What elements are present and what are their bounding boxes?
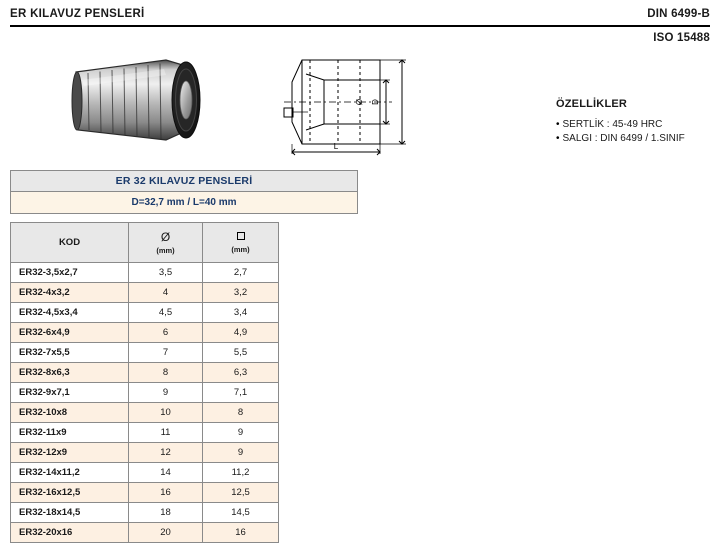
cell-square: 6,3 [203,363,279,383]
diameter-icon: Ø [160,229,171,244]
table-row [11,303,279,323]
standard-din: DIN 6499-B [647,8,710,20]
spec-item-hardness [556,119,716,130]
table-row [11,283,279,303]
table-row [11,323,279,343]
column-header-diameter [129,223,203,263]
table-head [11,223,279,263]
dim-outer-diameter-label: D [371,99,380,105]
table-subtitle-box [10,192,358,214]
collet-photo [48,44,226,154]
cell-kod: ER32-18x14,5 [11,503,129,523]
cell-square: 7,1 [203,383,279,403]
collet-data-table [10,222,279,543]
cell-square: 5,5 [203,343,279,363]
table-row [11,363,279,383]
cell-diameter: 3,5 [129,263,203,283]
page-title: ER KILAVUZ PENSLERİ [10,8,145,20]
column-header-kod-label: KOD [58,237,81,248]
column-header-diameter-unit: (mm) [156,245,175,255]
page-header [10,8,710,48]
column-header-kod [11,223,129,263]
table-body [11,263,279,543]
standard-iso: ISO 15488 [653,32,710,44]
column-header-square [203,223,279,263]
cell-kod: ER32-9x7,1 [11,383,129,403]
spec-item-runout [556,133,716,144]
cell-square: 14,5 [203,503,279,523]
cell-diameter: 11 [129,423,203,443]
table-header-row [11,223,279,263]
cell-square: 9 [203,423,279,443]
technical-drawing [262,44,462,159]
cell-square: 12,5 [203,483,279,503]
cell-square: 16 [203,523,279,543]
table-row [11,483,279,503]
table-row [11,383,279,403]
cell-diameter: 12 [129,443,203,463]
table-title-box [10,170,358,192]
table-row [11,503,279,523]
cell-square: 3,4 [203,303,279,323]
table-title: ER 32 KILAVUZ PENSLERİ [115,175,253,187]
cell-kod: ER32-11x9 [11,423,129,443]
cell-kod: ER32-3,5x2,7 [11,263,129,283]
cell-square: 11,2 [203,463,279,483]
table-row [11,403,279,423]
cell-diameter: 8 [129,363,203,383]
header-divider [10,25,710,27]
cell-kod: ER32-14x11,2 [11,463,129,483]
cell-kod: ER32-4,5x3,4 [11,303,129,323]
spec-item-runout-label: SALGI : DIN 6499 / 1.SINIF [562,133,685,144]
column-header-square-unit: (mm) [231,244,250,254]
cell-kod: ER32-16x12,5 [11,483,129,503]
cell-square: 9 [203,443,279,463]
table-row [11,463,279,483]
cell-square: 2,7 [203,263,279,283]
specifications-block [556,98,716,147]
bullet-icon: • [556,133,560,144]
cell-kod: ER32-20x16 [11,523,129,543]
spec-item-hardness-label: SERTLİK : 45-49 HRC [562,119,663,130]
cell-diameter: 4,5 [129,303,203,323]
square-icon [237,232,245,240]
cell-diameter: 20 [129,523,203,543]
table-row [11,443,279,463]
cell-diameter: 4 [129,283,203,303]
dim-length-label: L [333,142,339,151]
cell-kod: ER32-6x4,9 [11,323,129,343]
cell-square: 8 [203,403,279,423]
table-row [11,423,279,443]
cell-diameter: 16 [129,483,203,503]
cell-square: 4,9 [203,323,279,343]
cell-square: 3,2 [203,283,279,303]
cell-diameter: 7 [129,343,203,363]
dim-inner-diameter-label: Ø [355,98,364,106]
table-row [11,523,279,543]
specifications-title: ÖZELLİKLER [556,98,628,110]
cell-diameter: 9 [129,383,203,403]
cell-kod: ER32-12x9 [11,443,129,463]
cell-kod: ER32-10x8 [11,403,129,423]
bullet-icon: • [556,119,560,130]
cell-diameter: 18 [129,503,203,523]
table-row [11,263,279,283]
cell-kod: ER32-7x5,5 [11,343,129,363]
cell-diameter: 10 [129,403,203,423]
cell-kod: ER32-8x6,3 [11,363,129,383]
cell-diameter: 6 [129,323,203,343]
cell-diameter: 14 [129,463,203,483]
table-row [11,343,279,363]
table-subtitle: D=32,7 mm / L=40 mm [131,197,237,208]
cell-kod: ER32-4x3,2 [11,283,129,303]
